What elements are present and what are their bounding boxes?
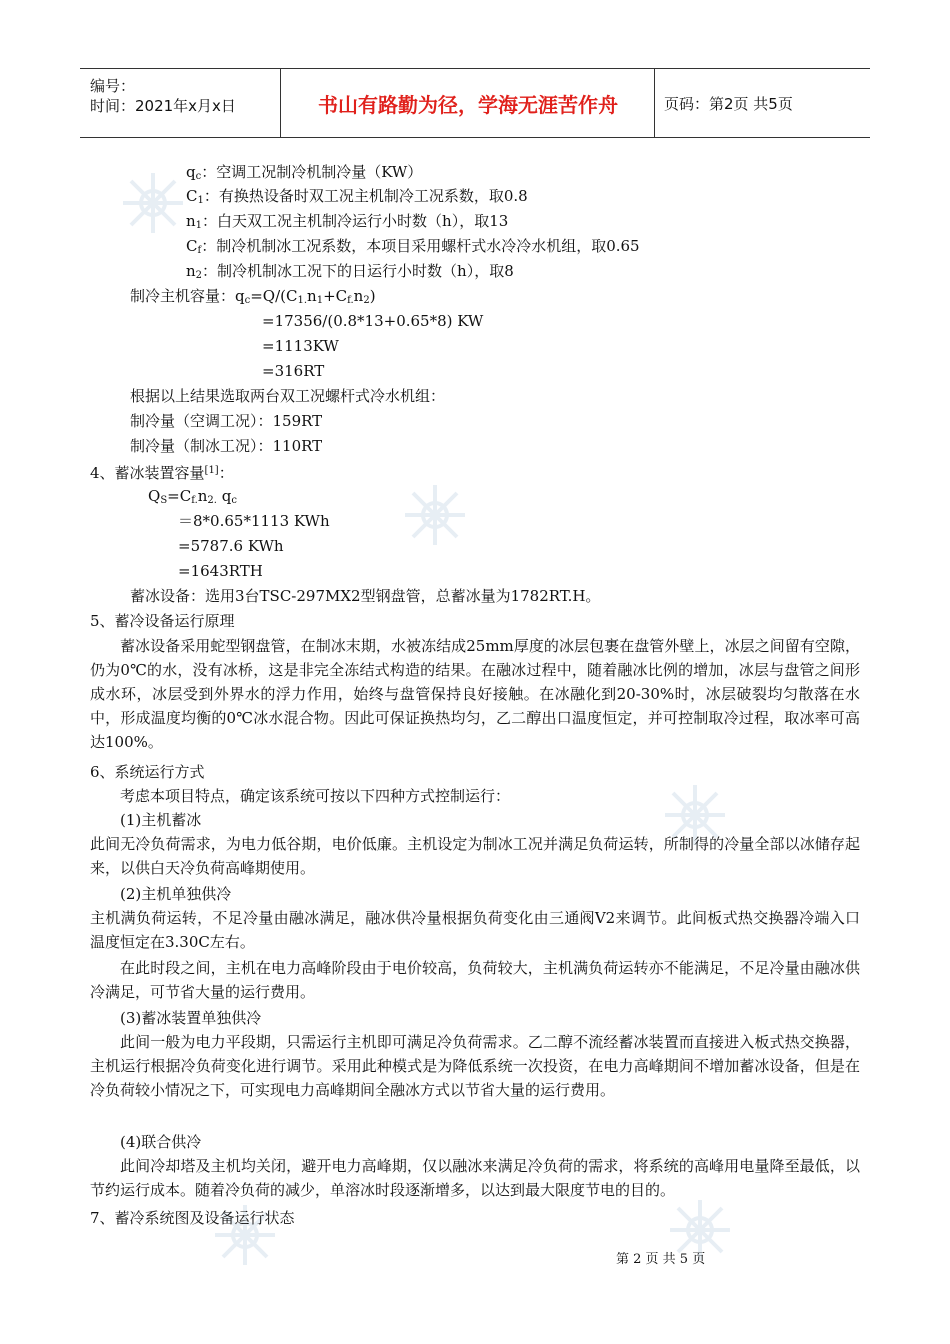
doc-number-label: 编号： [90, 77, 136, 95]
section-6-intro: 考虑本项目特点，确定该系统可按以下四种方式控制运行： [120, 787, 511, 805]
mode-2-title: (2)主机单独供冷 [120, 885, 232, 903]
storage-equipment: 蓄冰设备：选用3台TSC-297MX2型钢盘管，总蓄冰量为1782RT.H。 [130, 587, 601, 605]
mode-1-text: 此间无冷负荷需求，为电力低谷期，电价低廉。主机设定为制冰工况并满足负荷运转，所制得的冷量全部以冰储存起来，以供白天冷负荷高峰期使用。 [90, 835, 860, 877]
storage-formula: $Q_S=C_{f.}n_{2.}$ $q_c$ [148, 487, 237, 506]
page-footer: 第 2 页 共 5 页 [616, 1252, 706, 1267]
section-4-title: 4、蓄冰装置容量[1]： [90, 464, 234, 482]
header-page-number: 页码：第2页 共5页 [664, 94, 793, 113]
def-n1: $n_1$：白天双工况主机制冷运行小时数（h），取13 [186, 212, 509, 231]
mode-3-title: (3)蓄冰装置单独供冷 [120, 1009, 262, 1027]
watermark-snowflake-icon [400, 480, 470, 550]
capacity-selection: 根据以上结果选取两台双工况螺杆式冷水机组： [130, 387, 446, 405]
section-5-title: 5、蓄冷设备运行原理 [90, 612, 235, 630]
section-7-title: 7、蓄冷系统图及设备运行状态 [90, 1209, 295, 1227]
capacity-step-2: =1113KW [262, 337, 339, 355]
header-slogan: 书山有路勤为径，学海无涯苦作舟 [282, 69, 655, 137]
mode-4-title: (4)联合供冷 [120, 1133, 202, 1151]
doc-time: 时间：2021年x月x日 [90, 97, 236, 115]
header-meta [80, 69, 281, 137]
capacity-ice: 制冷量（制冰工况）：110RT [130, 437, 323, 455]
mode-2-text-1: 主机满负荷运转，不足冷量由融冰满足，融冰供冷量根据负荷变化由三通阀V2来调节。此间板式热交换器冷端入口温度恒定在3.30C左右。 [90, 909, 860, 951]
storage-step-1: ＝8*0.65*1113 KWh [178, 512, 330, 530]
storage-step-3: =1643RTH [178, 562, 263, 580]
section-5-paragraph: 蓄冰设备采用蛇型钢盘管，在制冰末期，水被冻结成25mm厚度的冰层包裹在盘管外壁上，冰层之间留有空隙，仍为0℃的水，没有冰桥，这是非完全冻结式构造的结果。在融冰过程中，随着融冰比例的增加，冰层与盘管之间形成水环，冰层受到外界水的浮力作用，始终与盘管保持良好接触。在冰融化到20-30%时，冰层破裂均匀散落在水中，形成温度均衡的0℃冰水混合物。因此可保证换热均匀，乙二醇出口温度恒定，并可控制取冷过程，取冰率可高达100%。 [90, 637, 860, 751]
capacity-step-3: =316RT [262, 362, 325, 380]
storage-step-2: =5787.6 KWh [178, 537, 284, 555]
def-qc: $q_c$：空调工况制冷机制冷量（KW） [186, 163, 423, 182]
def-cf: $C_f$：制冷机制冰工况系数，本项目采用螺杆式水冷冷水机组，取0.65 [186, 237, 640, 256]
mode-1-title: (1)主机蓄冰 [120, 811, 202, 829]
def-c1: $C_1$：有换热设备时双工况主机制冷工况系数，取0.8 [186, 187, 528, 206]
page-header [80, 68, 870, 138]
capacity-step-1: =17356/(0.8*13+0.65*8) KW [262, 312, 484, 330]
mode-3-text: 此间一般为电力平段期，只需运行主机即可满足冷负荷需求。乙二醇不流经蓄冰装置而直接进入板式热交换器，主机运行根据冷负荷变化进行调节。采用此种模式是为降低系统一次投资，在电力高峰期间不增加蓄冰设备，但是在冷负荷较小情况之下，可实现电力高峰期间全融冰方式以节省大量的运行费用。 [90, 1033, 860, 1099]
capacity-formula: 制冷主机容量：$q_c=Q/(C_{1.}n_1+C_{f.}n_2)$ [130, 287, 376, 306]
section-6-title: 6、系统运行方式 [90, 763, 205, 781]
watermark-snowflake-icon [118, 168, 188, 238]
mode-2-text-2: 在此时段之间，主机在电力高峰阶段由于电价较高，负荷较大，主机满负荷运转亦不能满足，不足冷量由融冰供冷满足，可节省大量的运行费用。 [90, 959, 860, 1001]
mode-4-text: 此间冷却塔及主机均关闭，避开电力高峰期，仅以融冰来满足冷负荷的需求，将系统的高峰用电量降至最低，以节约运行成本。随着冷负荷的减少，单溶冰时段逐渐增多，以达到最大限度节电的目的。 [90, 1157, 860, 1199]
capacity-ac: 制冷量（空调工况）：159RT [130, 412, 323, 430]
def-n2: $n_2$：制冷机制冰工况下的日运行小时数（h），取8 [186, 262, 514, 281]
